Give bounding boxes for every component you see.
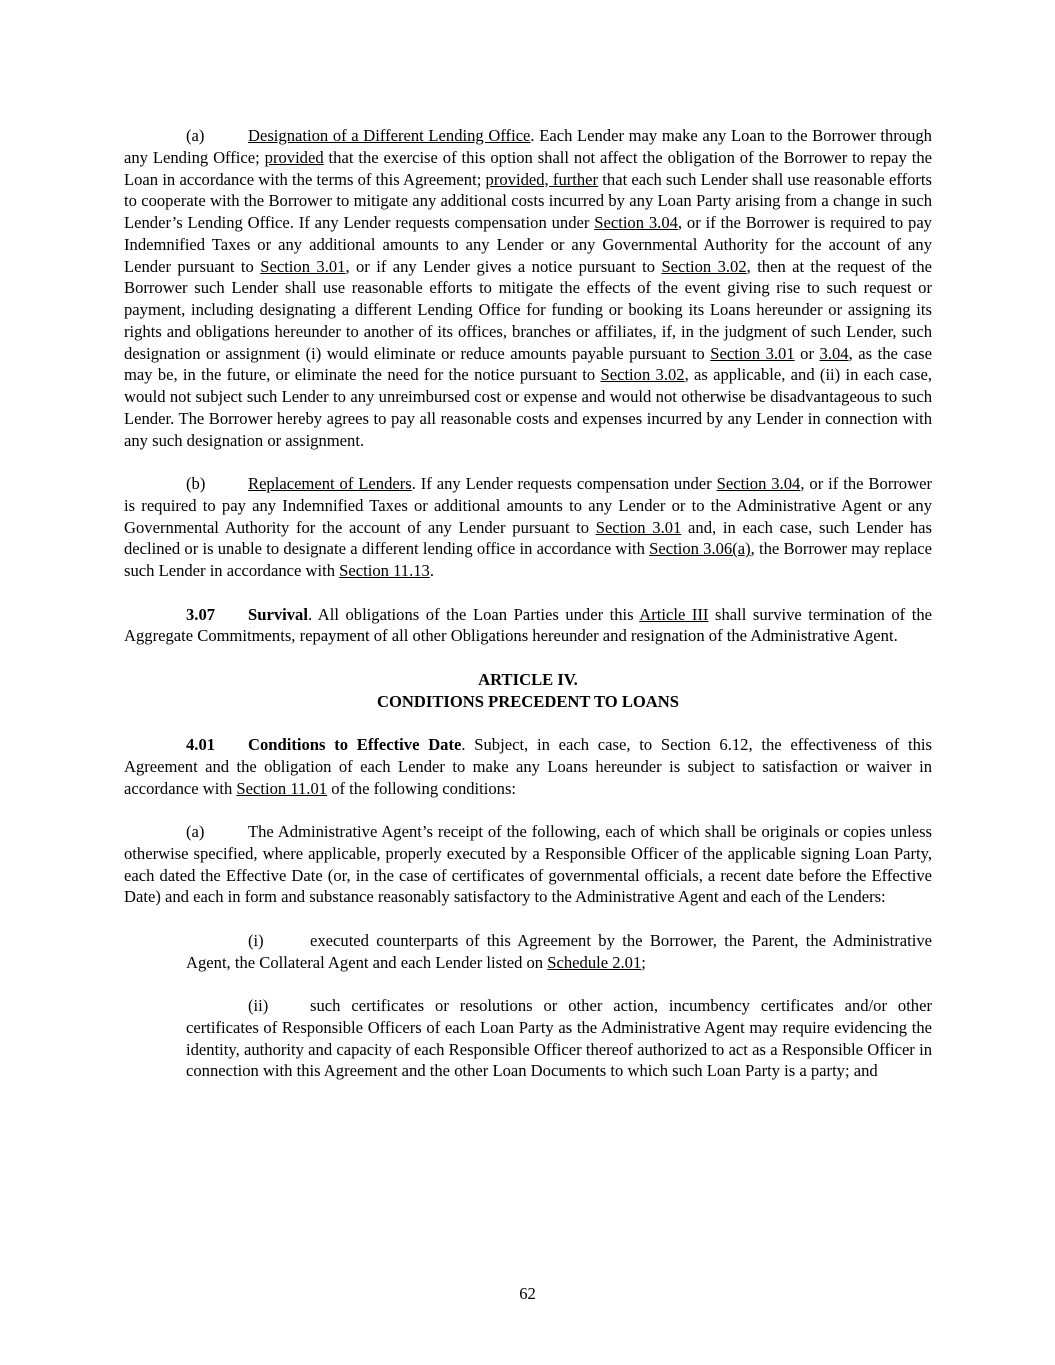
provided-further-term: provided, further [485,169,599,189]
document-page [124,125,932,1082]
article-title: CONDITIONS PRECEDENT TO LOANS [377,691,679,711]
section-reference: Section 3.01 [595,517,682,537]
section-survival: 3.07 Survival. All obligations of the Loan Parties under this Article III shall survive termination of the Aggregate Commitments, repayment of all other Obligations hereunder and resignation of the Administrative Agent. [124,604,932,646]
section-reference: Section 3.02 [600,365,685,385]
article-number: ARTICLE IV. [478,669,578,689]
paragraph-label: (a) [186,822,205,841]
item-label: (ii) [248,996,269,1015]
article-reference: Article III [639,604,709,624]
section-conditions-effective-date: 4.01 Conditions to Effective Date. Subject, in each case, to Section 6.12, the effectiveness of this Agreement and the obligation of each Lender to make any Loans hereunder is subject to satisfaction or waiver in accordance with Section 11.01 of the following conditions: [124,735,932,798]
section-reference: Section 3.02 [661,256,747,276]
paragraph-label: (a) [186,126,205,145]
paragraph-heading: Designation of a Different Lending Office [248,126,531,145]
page-number: 62 [519,1284,536,1303]
section-number: 4.01 [186,735,216,754]
section-reference: Section 3.01 [710,343,795,363]
paragraph-designation-lending-office: (a) Designation of a Different Lending Office. Each Lender may make any Loan to the Borrower through any Lending Office; provided that the exercise of this option shall not affect the obligation of the Borrower to repay the Loan in accordance with the terms of this Agreement; provided, further that each such Lender shall use reasonable efforts to cooperate with the Borrower to mitigate any additional costs incurred by any Loan Party arising from a change in such Lender’s Lending Office. If any Lender requests compensation under Section 3.04, or if the Borrower is required to pay Indemnified Taxes or any additional amounts to any Lender or any Governmental Authority for the account of any Lender pursuant to Section 3.01, or if any Lender gives a notice pursuant to Section 3.02, then at the request of the Borrower such Lender shall use reasonable efforts to mitigate the effects of the event giving rise to such request or payment, including designating a different Lending Office for funding or booking its Loans hereunder or assigning its rights and obligations hereunder to another of its offices, branches or affiliates, if, in the judgment of such Lender, such designation or assignment (i) would eliminate or reduce amounts payable pursuant to Section 3.01 or 3.04, as the case may be, in the future, or eliminate the need for the notice pursuant to Section 3.02, as applicable, and (ii) in each case, would not subject such Lender to any unreimbursed cost or expense and would not otherwise be disadvantageous to such Lender. The Borrower hereby agrees to pay all reasonable costs and expenses incurred by any Lender in connection with any such designation or assignment. [124,126,932,450]
paragraph-label: (b) [186,474,206,493]
item-certificates-resolutions: (ii) such certificates or resolutions or other action, incumbency certificates and/or other certificates of Responsible Officers of each Loan Party as the Administrative Agent may require evidencing the identity, authority and capacity of each Responsible Officer thereof authorized to act as a Responsible Officer in connection with this Agreement and the other Loan Documents to which such Loan Party is a party; and [186,996,932,1081]
section-reference: Section 11.13 [339,561,430,580]
provided-term: provided [264,147,324,167]
article-heading [124,669,932,713]
paragraph-heading: Replacement of Lenders [248,474,412,493]
section-reference: Section 11.01 [236,778,328,798]
item-label: (i) [248,930,264,950]
paragraph-replacement-of-lenders: (b) Replacement of Lenders. If any Lender requests compensation under Section 3.04, or if the Borrower is required to pay any Indemnified Taxes or additional amounts to any Lender or to the Administrative Agent or any Governmental Authority for the account of any Lender pursuant to Section 3.01 and, in each case, such Lender has declined or is unable to designate a different lending office in accordance with Section 3.06(a), the Borrower may replace such Lender in accordance with Section 11.13. [124,474,933,580]
section-reference: Section 3.04 [594,213,678,232]
section-title: Conditions to Effective Date [248,735,462,754]
section-reference: Section 3.06(a) [649,539,751,559]
section-number: 3.07 [186,604,216,624]
section-title: Survival [248,604,308,624]
item-executed-counterparts: (i) executed counterparts of this Agreement by the Borrower, the Parent, the Administrative Agent, the Collateral Agent and each Lender listed on Schedule 2.01; [186,930,932,972]
section-reference: Section 3.01 [260,256,346,276]
schedule-reference: Schedule 2.01 [547,952,642,972]
section-reference: 3.04 [819,343,849,363]
section-reference: Section 3.04 [716,474,801,493]
paragraph-agent-receipt: (a) The Administrative Agent’s receipt of the following, each of which shall be originals or copies unless otherwise specified, where applicable, properly executed by a Responsible Officer of the applicable signing Loan Party, each dated the Effective Date (or, in the case of certificates of governmental officials, a recent date before the Effective Date) and each in form and substance reasonably satisfactory to the Administrative Agent and each of the Lenders: [124,822,932,907]
